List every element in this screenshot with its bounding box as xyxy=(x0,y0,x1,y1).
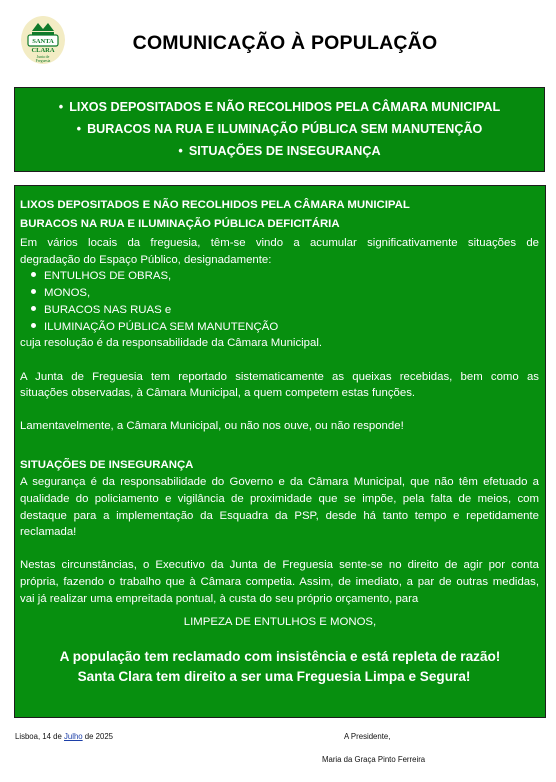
paragraph-line: destaque para a implementação da Esquadra da PSP, desde há tanto tempo e repetidamente xyxy=(20,510,539,522)
footer-date: Lisboa, 14 de Julho de 2025 xyxy=(15,732,113,741)
paragraph-line: A Junta de Freguesia tem reportado sistematicamente as queixas recebidas, bem como as xyxy=(20,371,539,383)
page-title: COMUNICAÇÃO À POPULAÇÃO xyxy=(132,32,438,54)
signature-role: A Presidente, xyxy=(344,732,391,741)
junta-logo xyxy=(20,13,66,65)
summary-item: • SITUAÇÕES DE INSEGURANÇA xyxy=(178,144,381,158)
paragraph-line: qualidade do policiamento e vigilância de proximidade que se impõe, pela falta de meios, com xyxy=(20,493,539,505)
list-item: ILUMINAÇÃO PÚBLICA SEM MANUTENÇÃO xyxy=(31,320,278,334)
summary-item: • BURACOS NA RUA E ILUMINAÇÃO PÚBLICA SEM MANUTENÇÃO xyxy=(76,122,483,136)
paragraph-line: Lamentavelmente, a Câmara Municipal, ou não nos ouve, ou não responde! xyxy=(20,420,404,432)
svg-text:Freguesia: Freguesia xyxy=(35,59,51,63)
svg-text:CLARA: CLARA xyxy=(31,47,55,54)
list-item: BURACOS NAS RUAS e xyxy=(31,303,171,317)
paragraph-line: A segurança é da responsabilidade do Governo e da Câmara Municipal, que não têm efetuado a xyxy=(20,476,539,488)
paragraph-line: Em vários locais da freguesia, têm-se vindo a acumular significativamente situações de xyxy=(20,237,539,249)
closing-statement: Santa Clara tem direito a ser uma Freguesia Limpa e Segura! xyxy=(77,669,471,684)
paragraph-line: própria, fazendo o trabalho que à Câmara competia. Assim, de imediato, a par de outras medidas, xyxy=(20,576,539,588)
content-box xyxy=(14,185,546,718)
section-heading: SITUAÇÕES DE INSEGURANÇA xyxy=(20,459,194,471)
closing-statement: A população tem reclamado com insistência e está repleta de razão! xyxy=(59,649,501,664)
bullet-icon xyxy=(31,272,36,277)
signature-name: Maria da Graça Pinto Ferreira xyxy=(322,755,426,764)
paragraph-line: reclamada! xyxy=(20,526,77,538)
list-item: MONOS, xyxy=(31,286,90,300)
paragraph-line: Nestas circunstâncias, o Executivo da Junta de Freguesia sente-se no direito de agir por conta xyxy=(20,559,539,571)
svg-text:SANTA: SANTA xyxy=(32,38,54,45)
centered-action: LIMPEZA DE ENTULHOS E MONOS, xyxy=(183,616,377,628)
paragraph-line: degradação do Espaço Público, designadamente: xyxy=(20,254,272,266)
bullet-icon xyxy=(31,306,36,311)
section-heading: LIXOS DEPOSITADOS E NÃO RECOLHIDOS PELA CÂMARA MUNICIPAL xyxy=(20,199,410,211)
summary-item: • LIXOS DEPOSITADOS E NÃO RECOLHIDOS PELA CÂMARA MUNICIPAL xyxy=(58,100,501,114)
bullet-icon xyxy=(31,323,36,328)
bullet-icon xyxy=(31,289,36,294)
list-item: ENTULHOS DE OBRAS, xyxy=(31,269,171,283)
paragraph-line: vai já realizar uma empreitada pontual, à custa do seu próprio orçamento, para xyxy=(20,593,419,605)
paragraph-line: situações observadas, à Câmara Municipal, a quem competem estas funções. xyxy=(20,387,416,399)
summary-box xyxy=(14,87,545,172)
svg-text:Junta de: Junta de xyxy=(36,55,50,59)
paragraph-line: cuja resolução é da responsabilidade da Câmara Municipal. xyxy=(20,337,323,349)
section-heading: BURACOS NA RUA E ILUMINAÇÃO PÚBLICA DEFICITÁRIA xyxy=(20,218,340,230)
